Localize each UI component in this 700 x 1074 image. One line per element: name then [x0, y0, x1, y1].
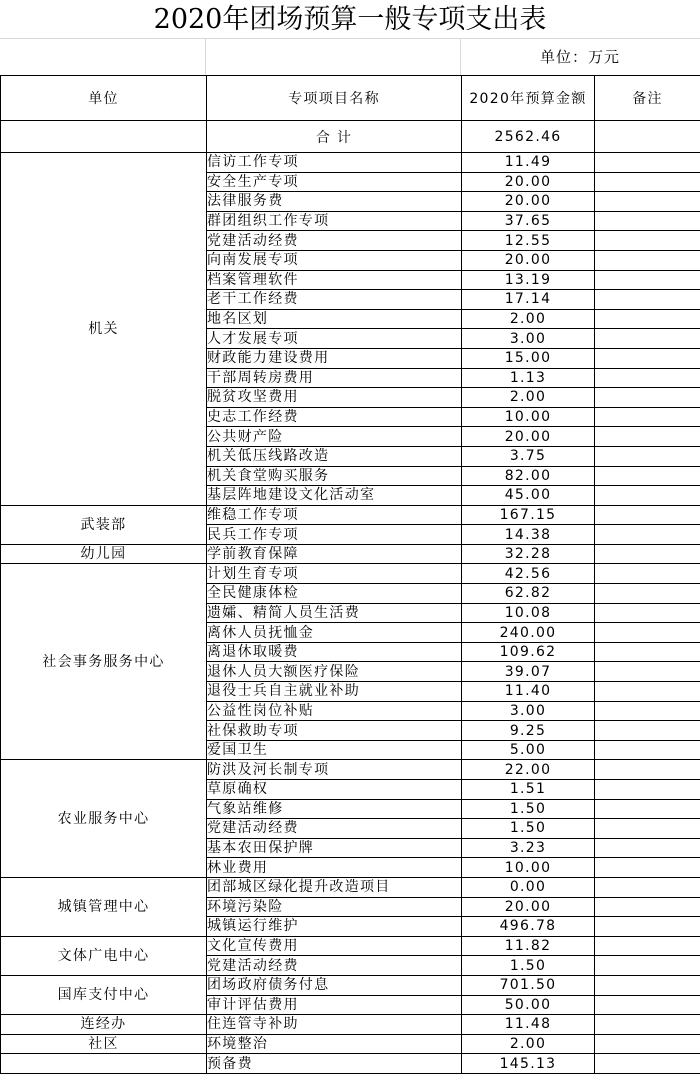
note-cell: [595, 231, 700, 251]
item-name-cell: 民兵工作专项: [207, 525, 462, 545]
amount-cell: 11.48: [462, 1015, 595, 1035]
amount-cell: 1.50: [462, 799, 595, 819]
total-label: 合 计: [207, 121, 462, 153]
amount-cell: 2.00: [462, 309, 595, 329]
note-cell: [595, 721, 700, 741]
table-row: [1, 936, 700, 956]
item-name-cell: 环境整治: [207, 1034, 462, 1054]
header-item: 专项项目名称: [207, 76, 462, 121]
unit-cell: [1, 1054, 207, 1074]
amount-cell: 1.13: [462, 368, 595, 388]
unit-label: 单位：万元: [460, 38, 700, 74]
item-name-cell: 基本农田保护牌: [207, 838, 462, 858]
item-name-cell: 脱贫攻坚费用: [207, 388, 462, 408]
item-name-cell: 财政能力建设费用: [207, 348, 462, 368]
note-cell: [595, 427, 700, 447]
item-name-cell: 机关食堂购买服务: [207, 466, 462, 486]
unit-cell: 国库支付中心: [1, 975, 207, 1014]
amount-cell: 2.00: [462, 1034, 595, 1054]
item-name-cell: 退役士兵自主就业补助: [207, 682, 462, 702]
amount-cell: 3.23: [462, 838, 595, 858]
amount-cell: 10.00: [462, 407, 595, 427]
amount-cell: 82.00: [462, 466, 595, 486]
item-name-cell: 史志工作经费: [207, 407, 462, 427]
item-name-cell: 全民健康体检: [207, 584, 462, 604]
item-name-cell: 地名区划: [207, 309, 462, 329]
item-name-cell: 退休人员大额医疗保险: [207, 662, 462, 682]
item-name-cell: 住连管寺补助: [207, 1015, 462, 1035]
table-row: [1, 544, 700, 564]
item-name-cell: 离休人员抚恤金: [207, 623, 462, 643]
item-name-cell: 党建活动经费: [207, 956, 462, 976]
note-cell: [595, 466, 700, 486]
note-cell: [595, 1034, 700, 1054]
amount-cell: 20.00: [462, 427, 595, 447]
note-cell: [595, 544, 700, 564]
unit-cell: 社会事务服务中心: [1, 564, 207, 760]
note-cell: [595, 995, 700, 1015]
item-name-cell: 机关低压线路改造: [207, 446, 462, 466]
amount-cell: 12.55: [462, 231, 595, 251]
item-name-cell: 群团组织工作专项: [207, 211, 462, 231]
unit-cell: 武装部: [1, 505, 207, 544]
item-name-cell: 遗孀、精简人员生活费: [207, 603, 462, 623]
item-name-cell: 信访工作专项: [207, 153, 462, 173]
item-name-cell: 团部城区绿化提升改造项目: [207, 877, 462, 897]
unit-cell: 文体广电中心: [1, 936, 207, 975]
amount-cell: 39.07: [462, 662, 595, 682]
amount-cell: 62.82: [462, 584, 595, 604]
amount-cell: 20.00: [462, 250, 595, 270]
item-name-cell: 公共财产险: [207, 427, 462, 447]
header-row: [1, 76, 700, 121]
item-name-cell: 离退休取暖费: [207, 642, 462, 662]
amount-cell: 2.00: [462, 388, 595, 408]
amount-cell: 20.00: [462, 192, 595, 212]
note-cell: [595, 329, 700, 349]
item-name-cell: 法律服务费: [207, 192, 462, 212]
header-unit: 单位: [1, 76, 207, 121]
unit-cell: 机关: [1, 153, 207, 506]
item-name-cell: 爱国卫生: [207, 740, 462, 760]
total-amount: 2562.46: [462, 121, 595, 153]
amount-cell: 20.00: [462, 172, 595, 192]
item-name-cell: 档案管理软件: [207, 270, 462, 290]
note-cell: [595, 407, 700, 427]
note-cell: [595, 897, 700, 917]
amount-cell: 1.51: [462, 780, 595, 800]
note-cell: [595, 486, 700, 506]
note-cell: [595, 975, 700, 995]
table-row: [1, 975, 700, 995]
table-row: [1, 153, 700, 173]
amount-cell: 0.00: [462, 877, 595, 897]
item-name-cell: 草原确权: [207, 780, 462, 800]
note-cell: [595, 270, 700, 290]
amount-cell: 45.00: [462, 486, 595, 506]
amount-cell: 240.00: [462, 623, 595, 643]
amount-cell: 5.00: [462, 740, 595, 760]
amount-cell: 20.00: [462, 897, 595, 917]
item-name-cell: 向南发展专项: [207, 250, 462, 270]
note-cell: [595, 603, 700, 623]
note-cell: [595, 662, 700, 682]
item-name-cell: 文化宣传费用: [207, 936, 462, 956]
amount-cell: 10.00: [462, 858, 595, 878]
header-note: 备注: [595, 76, 700, 121]
item-name-cell: 干部周转房费用: [207, 368, 462, 388]
amount-cell: 15.00: [462, 348, 595, 368]
unit-cell: 农业服务中心: [1, 760, 207, 878]
amount-cell: 17.14: [462, 290, 595, 310]
note-cell: [595, 838, 700, 858]
amount-cell: 9.25: [462, 721, 595, 741]
item-name-cell: 社保救助专项: [207, 721, 462, 741]
note-cell: [595, 348, 700, 368]
amount-cell: 11.82: [462, 936, 595, 956]
note-cell: [595, 799, 700, 819]
amount-cell: 145.13: [462, 1054, 595, 1074]
note-cell: [595, 682, 700, 702]
amount-cell: 22.00: [462, 760, 595, 780]
amount-cell: 3.00: [462, 701, 595, 721]
amount-cell: 11.49: [462, 153, 595, 173]
amount-cell: 32.28: [462, 544, 595, 564]
item-name-cell: 基层阵地建设文化活动室: [207, 486, 462, 506]
note-cell: [595, 701, 700, 721]
note-cell: [595, 858, 700, 878]
table-row: [1, 1015, 700, 1035]
note-cell: [595, 584, 700, 604]
table-row: [1, 505, 700, 525]
unit-cell: 社区: [1, 1034, 207, 1054]
amount-cell: 37.65: [462, 211, 595, 231]
note-cell: [595, 153, 700, 173]
amount-cell: 496.78: [462, 917, 595, 937]
note-cell: [595, 956, 700, 976]
note-cell: [595, 642, 700, 662]
note-cell: [595, 250, 700, 270]
header-amount: 2020年预算金额: [462, 76, 595, 121]
total-note-cell: [595, 121, 700, 153]
amount-cell: 14.38: [462, 525, 595, 545]
note-cell: [595, 192, 700, 212]
note-cell: [595, 525, 700, 545]
table-row: [1, 1034, 700, 1054]
item-name-cell: 人才发展专项: [207, 329, 462, 349]
note-cell: [595, 564, 700, 584]
amount-cell: 3.75: [462, 446, 595, 466]
amount-cell: 3.00: [462, 329, 595, 349]
item-name-cell: 维稳工作专项: [207, 505, 462, 525]
note-cell: [595, 819, 700, 839]
note-cell: [595, 172, 700, 192]
note-cell: [595, 877, 700, 897]
table-row: [1, 1054, 700, 1074]
amount-cell: 10.08: [462, 603, 595, 623]
note-cell: [595, 760, 700, 780]
item-name-cell: 党建活动经费: [207, 231, 462, 251]
item-name-cell: 安全生产专项: [207, 172, 462, 192]
item-name-cell: 公益性岗位补贴: [207, 701, 462, 721]
budget-table: [0, 75, 700, 1074]
amount-cell: 167.15: [462, 505, 595, 525]
unit-cell: 连经办: [1, 1015, 207, 1035]
note-cell: [595, 917, 700, 937]
note-cell: [595, 780, 700, 800]
item-name-cell: 学前教育保障: [207, 544, 462, 564]
amount-cell: 1.50: [462, 819, 595, 839]
table-row: [1, 877, 700, 897]
note-cell: [595, 1054, 700, 1074]
item-name-cell: 防洪及河长制专项: [207, 760, 462, 780]
item-name-cell: 审计评估费用: [207, 995, 462, 1015]
item-name-cell: 老干工作经费: [207, 290, 462, 310]
item-name-cell: 预备费: [207, 1054, 462, 1074]
page-title: 2020年团场预算一般专项支出表: [0, 0, 700, 38]
amount-cell: 11.40: [462, 682, 595, 702]
note-cell: [595, 936, 700, 956]
note-cell: [595, 211, 700, 231]
amount-cell: 42.56: [462, 564, 595, 584]
unit-cell: 幼儿园: [1, 544, 207, 564]
amount-cell: 701.50: [462, 975, 595, 995]
total-unit-cell: [1, 121, 207, 153]
note-cell: [595, 1015, 700, 1035]
table-row: [1, 760, 700, 780]
item-name-cell: 计划生育专项: [207, 564, 462, 584]
note-cell: [595, 290, 700, 310]
note-cell: [595, 309, 700, 329]
amount-cell: 109.62: [462, 642, 595, 662]
item-name-cell: 气象站维修: [207, 799, 462, 819]
note-cell: [595, 740, 700, 760]
item-name-cell: 城镇运行维护: [207, 917, 462, 937]
item-name-cell: 林业费用: [207, 858, 462, 878]
item-name-cell: 党建活动经费: [207, 819, 462, 839]
amount-cell: 1.50: [462, 956, 595, 976]
amount-cell: 50.00: [462, 995, 595, 1015]
note-cell: [595, 388, 700, 408]
note-cell: [595, 623, 700, 643]
amount-cell: 13.19: [462, 270, 595, 290]
table-row: [1, 564, 700, 584]
note-cell: [595, 368, 700, 388]
total-row: [1, 121, 700, 153]
unit-cell: 城镇管理中心: [1, 877, 207, 936]
item-name-cell: 团场政府债务付息: [207, 975, 462, 995]
item-name-cell: 环境污染险: [207, 897, 462, 917]
note-cell: [595, 505, 700, 525]
note-cell: [595, 446, 700, 466]
faint-grid-line: [205, 38, 206, 75]
